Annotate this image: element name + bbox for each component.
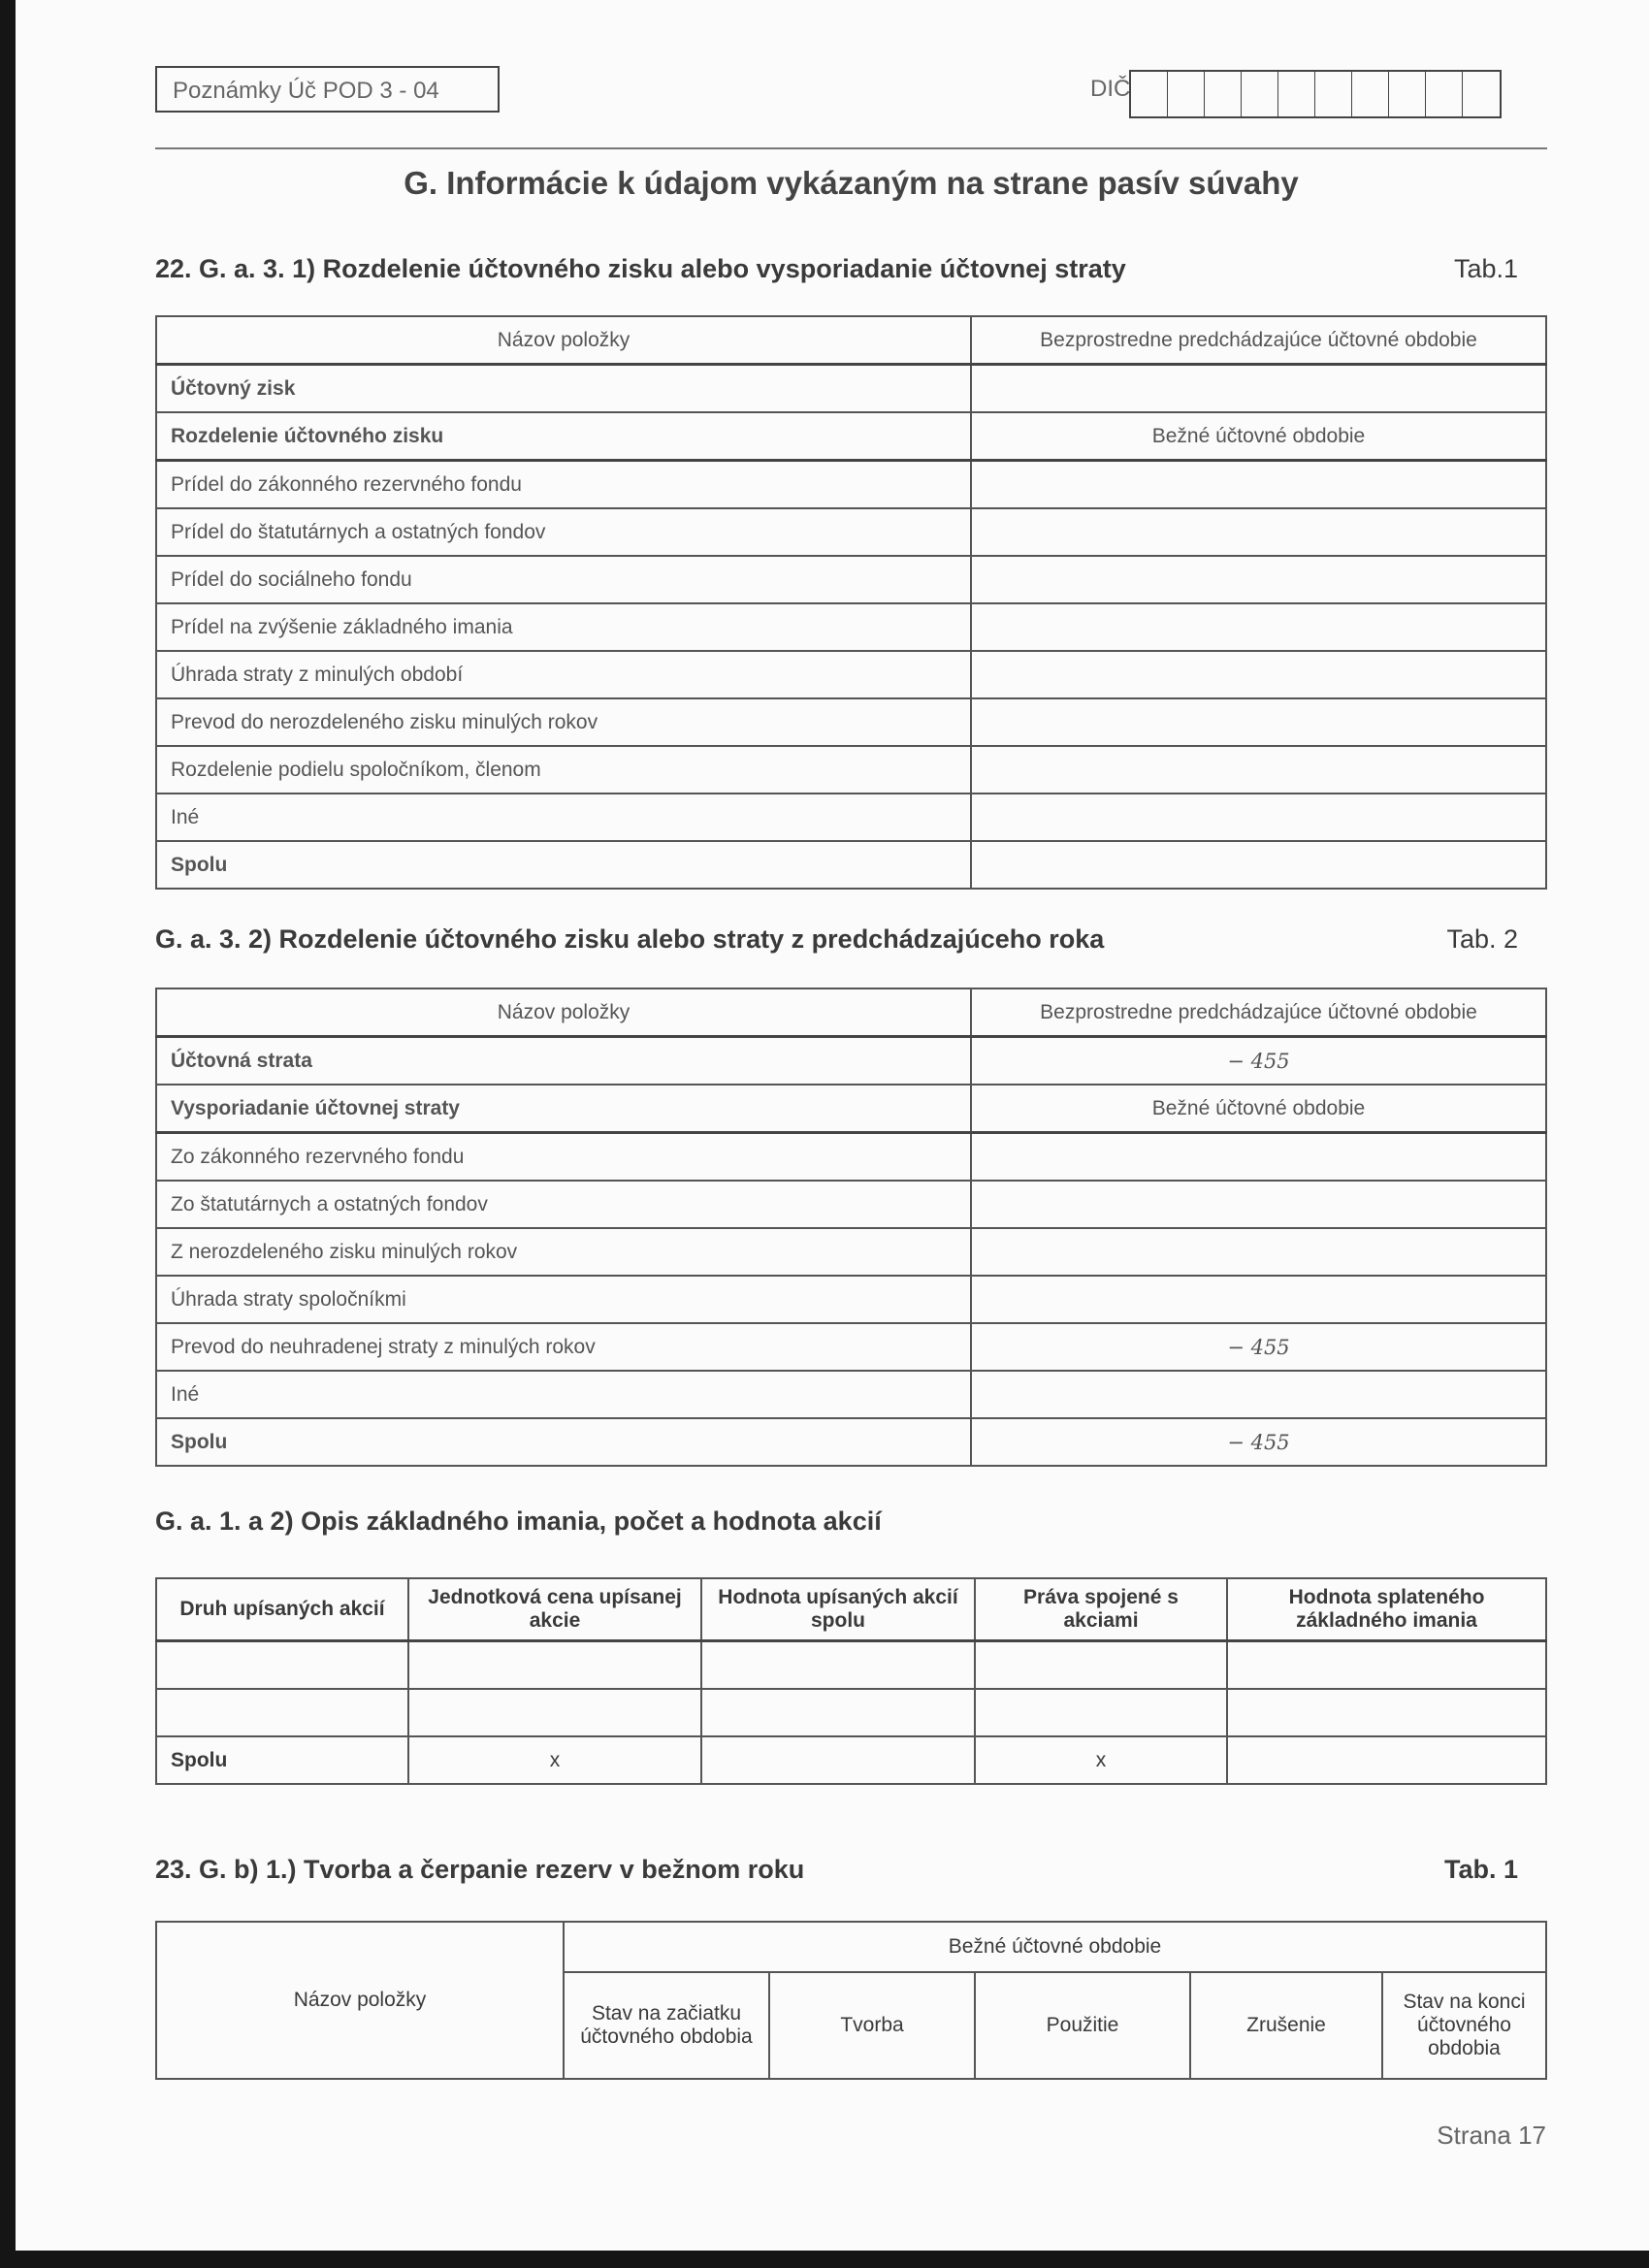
row-value[interactable] <box>971 603 1546 651</box>
row-label: Prídel do sociálneho fondu <box>156 556 971 603</box>
dic-label: DIČ <box>1090 76 1131 102</box>
table-row <box>156 1133 1546 1182</box>
total-row <box>156 1418 1546 1466</box>
row-value[interactable] <box>971 1276 1546 1323</box>
table-row <box>156 1276 1546 1323</box>
table-row <box>156 1323 1546 1371</box>
scan-border-bottom <box>0 2251 1649 2268</box>
col-share-rights: Práva spojené s akciami <box>975 1578 1227 1641</box>
row-value[interactable] <box>971 365 1546 413</box>
section3-heading <box>155 1507 1547 1537</box>
row-label: Účtovná strata <box>156 1037 971 1085</box>
profit-distribution-table <box>155 315 1547 890</box>
table-row <box>156 1085 1546 1133</box>
section2-heading <box>155 924 1547 955</box>
total-row <box>156 1736 1546 1784</box>
header-divider <box>155 147 1547 149</box>
total-row <box>156 841 1546 889</box>
x-mark: x <box>408 1736 701 1784</box>
row-value[interactable] <box>971 508 1546 556</box>
row-value[interactable] <box>971 698 1546 746</box>
row-label: Prídel do zákonného rezervného fondu <box>156 461 971 509</box>
row-label: Prídel na zvýšenie základného imania <box>156 603 971 651</box>
col-creation: Tvorba <box>769 1972 975 2079</box>
row-value[interactable] <box>971 651 1546 698</box>
table-row <box>156 698 1546 746</box>
col-prev-period: Bezprostredne predchádzajúce účtovné obdobie <box>971 988 1546 1037</box>
table-header-row <box>156 1922 1546 1972</box>
col-prev-period: Bezprostredne predchádzajúce účtovné obdobie <box>971 316 1546 365</box>
section1-heading <box>155 254 1547 284</box>
row-label: Rozdelenie podielu spoločníkom, členom <box>156 746 971 794</box>
row-value[interactable] <box>971 1228 1546 1276</box>
table-row <box>156 651 1546 698</box>
col-name: Názov položky <box>156 316 971 365</box>
row-label: Iné <box>156 1371 971 1418</box>
row-label: Prídel do štatutárnych a ostatných fondov <box>156 508 971 556</box>
share-capital-table <box>155 1577 1547 1785</box>
col-name: Názov položky <box>156 1922 564 2079</box>
table-row <box>156 1228 1546 1276</box>
handwritten-total[interactable]: − 455 <box>971 1418 1546 1466</box>
table-row <box>156 365 1546 413</box>
total-label: Spolu <box>156 841 971 889</box>
table-header-row <box>156 988 1546 1037</box>
row-label: Z nerozdeleného zisku minulých rokov <box>156 1228 971 1276</box>
dic-input-boxes[interactable] <box>1129 70 1502 118</box>
section4-heading <box>155 1855 1547 1885</box>
table-row <box>156 1641 1546 1690</box>
col-unit-price: Jednotková cena upísanej akcie <box>408 1578 701 1641</box>
reserves-table <box>155 1921 1547 2080</box>
col-paid-capital: Hodnota splateného základného imania <box>1227 1578 1546 1641</box>
row-label: Zo štatutárnych a ostatných fondov <box>156 1181 971 1228</box>
page-number: Strana 17 <box>1437 2121 1546 2150</box>
table-row <box>156 1689 1546 1736</box>
col-name: Názov položky <box>156 988 971 1037</box>
col-closing-balance: Stav na konci účtovného obdobia <box>1382 1972 1546 2079</box>
section1-title: 22. G. a. 3. 1) Rozdelenie účtovného zisku alebo vysporiadanie účtovnej straty <box>155 254 1126 283</box>
col-use: Použitie <box>975 1972 1190 2079</box>
row-value[interactable] <box>971 1133 1546 1182</box>
row-value[interactable] <box>971 461 1546 509</box>
handwritten-value[interactable]: − 455 <box>971 1323 1546 1371</box>
col-share-type: Druh upísaných akcií <box>156 1578 408 1641</box>
row-value[interactable] <box>971 1181 1546 1228</box>
table-row <box>156 1181 1546 1228</box>
row-label: Zo zákonného rezervného fondu <box>156 1133 971 1182</box>
row-label: Úhrada straty z minulých období <box>156 651 971 698</box>
table-header-row <box>156 1578 1546 1641</box>
row-label: Účtovný zisk <box>156 365 971 413</box>
row-value[interactable] <box>971 746 1546 794</box>
table-row <box>156 1037 1546 1085</box>
table-row <box>156 794 1546 841</box>
row-value[interactable] <box>971 556 1546 603</box>
table-row <box>156 412 1546 461</box>
total-value[interactable] <box>971 841 1546 889</box>
col-shares-value: Hodnota upísaných akcií spolu <box>701 1578 975 1641</box>
row-label: Prevod do neuhradenej straty z minulých rokov <box>156 1323 971 1371</box>
x-mark: x <box>975 1736 1227 1784</box>
section2-tab-label: Tab. 2 <box>1446 924 1518 954</box>
table-row <box>156 1371 1546 1418</box>
row-label: Úhrada straty spoločníkmi <box>156 1276 971 1323</box>
total-label: Spolu <box>156 1736 408 1784</box>
row-label: Rozdelenie účtovného zisku <box>156 412 971 461</box>
scan-border-left <box>0 0 16 2268</box>
col-group-current-period: Bežné účtovné obdobie <box>564 1922 1546 1972</box>
col-opening-balance: Stav na začiatku účtovného obdobia <box>564 1972 769 2079</box>
section4-tab-label: Tab. 1 <box>1443 1855 1518 1884</box>
col-cancellation: Zrušenie <box>1190 1972 1382 2079</box>
section4-title: 23. G. b) 1.) Tvorba a čerpanie rezerv v bežnom roku <box>155 1855 805 1884</box>
table-header-row <box>156 316 1546 365</box>
table-row <box>156 746 1546 794</box>
loss-settlement-table <box>155 988 1547 1467</box>
row-label: Iné <box>156 794 971 841</box>
table-row <box>156 461 1546 509</box>
row-value[interactable] <box>971 794 1546 841</box>
table-row <box>156 556 1546 603</box>
form-label-box: Poznámky Úč POD 3 - 04 <box>155 66 500 113</box>
col-current-period: Bežné účtovné obdobie <box>971 1085 1546 1133</box>
section2-title: G. a. 3. 2) Rozdelenie účtovného zisku alebo straty z predchádzajúceho roka <box>155 924 1105 954</box>
col-current-period: Bežné účtovné obdobie <box>971 412 1546 461</box>
handwritten-value[interactable]: − 455 <box>971 1037 1546 1085</box>
section3-title: G. a. 1. a 2) Opis základného imania, počet a hodnota akcií <box>155 1507 882 1536</box>
total-label: Spolu <box>156 1418 971 1466</box>
table-row <box>156 603 1546 651</box>
section1-tab-label: Tab.1 <box>1453 254 1518 283</box>
page-title: G. Informácie k údajom vykázaným na strane pasív súvahy <box>404 165 1299 201</box>
row-value[interactable] <box>971 1371 1546 1418</box>
row-label: Prevod do nerozdeleného zisku minulých rokov <box>156 698 971 746</box>
table-row <box>156 508 1546 556</box>
row-label: Vysporiadanie účtovnej straty <box>156 1085 971 1133</box>
